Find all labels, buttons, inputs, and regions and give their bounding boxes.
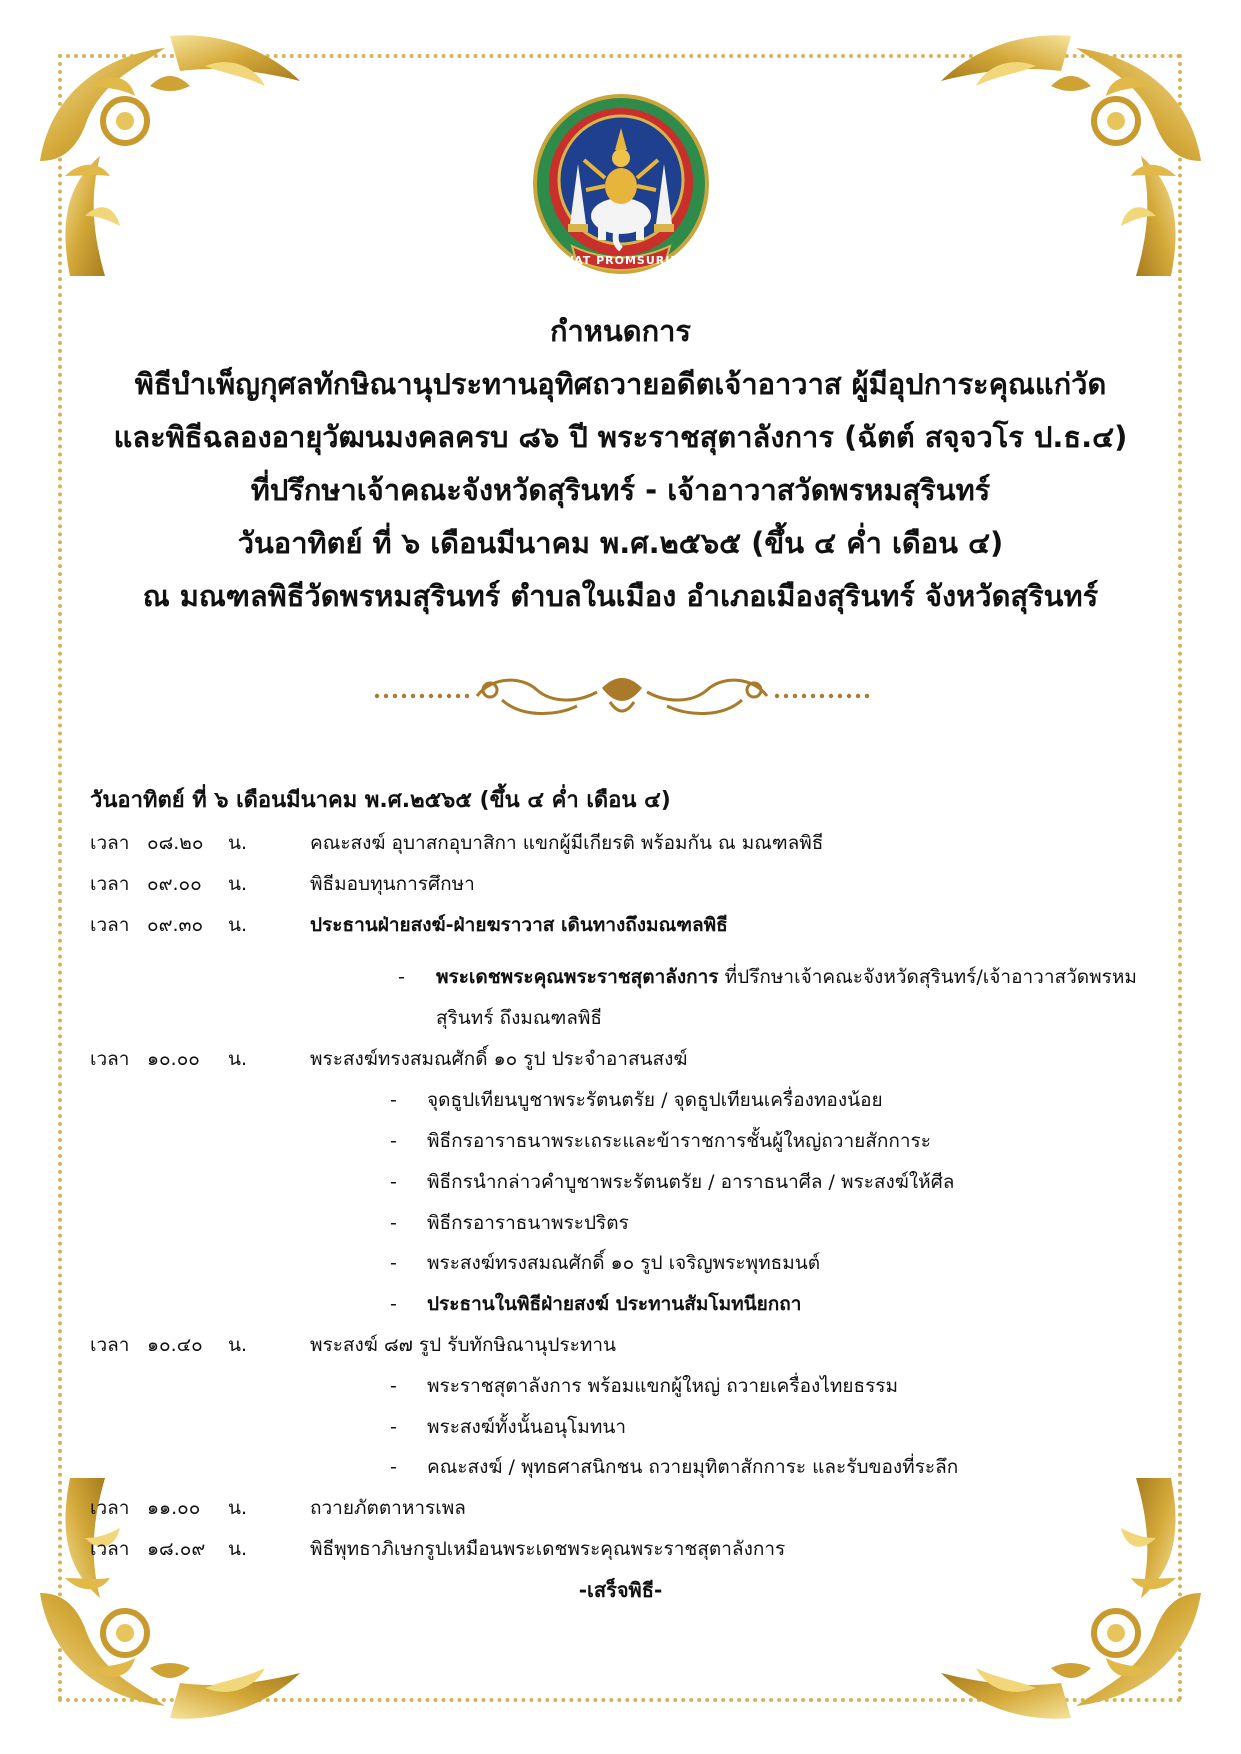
time-value: ๑๑.๐๐ (147, 1497, 201, 1520)
subitem-text: พระราชสุตาลังการ พร้อมแขกผู้ใหญ่ ถวายเครื่องไทยธรรม (427, 1374, 899, 1397)
time-unit: น. (228, 872, 248, 895)
schedule-subitem (90, 1407, 1170, 1448)
header-block (80, 305, 1161, 623)
bullet-dash: - (390, 1374, 397, 1397)
time-label: เวลา (90, 1048, 130, 1071)
schedule-subitem (90, 1203, 1170, 1244)
schedule-subitem (90, 1243, 1170, 1284)
svg-text:WAT PROMSURIN: WAT PROMSURIN (561, 254, 681, 267)
time-value: ๑๘.๐๙ (147, 1537, 206, 1560)
subitem-text (436, 957, 1146, 1039)
temple-emblem-icon (532, 94, 710, 280)
schedule-row (90, 1039, 1170, 1080)
activity-text: พระสงฆ์ ๘๗ รูป รับทักษิณานุประทาน (310, 1333, 616, 1356)
closing-text: -เสร็จพิธี- (578, 1578, 663, 1602)
time-value: ๑๐.๔๐ (147, 1333, 203, 1356)
honoree-detail: ที่ปรึกษาเจ้าคณะจังหวัดสุรินทร์/เจ้าอาวาสวัดพรหมสุรินทร์ ถึงมณฑลพิธี (436, 966, 1137, 1030)
subitem-text: พิธีกรอาราธนาพระเถระและข้าราชการชั้นผู้ใหญ่ถวายสักการะ (427, 1129, 931, 1152)
bullet-dash: - (390, 1293, 397, 1316)
time-label: เวลา (90, 1333, 130, 1356)
subitem-text: พระสงฆ์ทั้งนั้นอนุโมทนา (427, 1415, 626, 1438)
schedule-row (90, 864, 1170, 905)
time-unit: น. (228, 1333, 248, 1356)
time-label: เวลา (90, 872, 130, 895)
bullet-dash: - (390, 1089, 397, 1112)
schedule-subitem (90, 1366, 1170, 1407)
bullet-dash: - (390, 1129, 397, 1152)
schedule-subitem (90, 1080, 1170, 1121)
activity-text: คณะสงฆ์ อุบาสกอุบาสิกา แขกผู้มีเกียรติ พร้อมกัน ณ มณฑลพิธี (310, 832, 824, 854)
activity-text: ประธานฝ่ายสงฆ์-ฝ่ายฆราวาส เดินทางถึงมณฑลพิธี (310, 913, 728, 936)
time-unit: น. (228, 1497, 248, 1520)
subitem-text: พิธีกรนำกล่าวคำบูชาพระรัตนตรัย / อาราธนาศีล / พระสงฆ์ให้ศีล (427, 1170, 955, 1193)
time-value: ๐๘.๒๐ (147, 832, 204, 854)
schedule-row (90, 905, 1170, 946)
event-date: วันอาทิตย์ ที่ ๖ เดือนมีนาคม พ.ศ.๒๕๖๕ (ขึ้น ๔ ค่ำ เดือน ๔) (237, 526, 1004, 560)
time-value: ๑๐.๐๐ (147, 1048, 200, 1071)
activity-text: พระสงฆ์ทรงสมณศักดิ์ ๑๐ รูป ประจำอาสนสงฆ์ (310, 1048, 688, 1071)
ceremony-subtitle: และพิธีฉลองอายุวัฒนมงคลครบ ๘๖ ปี พระราชสุตาลังการ (ฉัตต์ สจฺจวโร ป.ธ.๔) (113, 420, 1128, 454)
schedule-row (90, 823, 1170, 864)
schedule (90, 778, 1170, 1570)
time-label: เวลา (90, 1497, 130, 1520)
schedule-row (90, 1325, 1170, 1366)
schedule-row (90, 1529, 1170, 1570)
schedule-subitem (90, 1284, 1170, 1325)
time-unit: น. (228, 1537, 248, 1560)
bullet-dash: - (390, 1170, 397, 1193)
page-title: กำหนดการ (549, 314, 692, 348)
bullet-dash: - (390, 1211, 397, 1234)
subitem-text: คณะสงฆ์ / พุทธศาสนิกชน ถวายมุทิตาสักการะ และรับของที่ระลึก (427, 1456, 959, 1479)
bullet-dash: - (390, 1415, 397, 1438)
time-value: ๐๙.๓๐ (147, 913, 204, 936)
honoree-position: ที่ปรึกษาเจ้าคณะจังหวัดสุรินทร์ - เจ้าอาวาสวัดพรหมสุรินทร์ (250, 473, 991, 507)
time-label: เวลา (90, 832, 130, 854)
activity-text: พิธีพุทธาภิเษกรูปเหมือนพระเดชพระคุณพระราชสุตาลังการ (310, 1537, 786, 1560)
time-value: ๐๙.๐๐ (147, 872, 202, 895)
subitem-text: พิธีกรอาราธนาพระปริตร (427, 1211, 629, 1234)
subitem-text: ประธานในพิธีฝ่ายสงฆ์ ประทานสัมโมทนียกถา (427, 1293, 802, 1316)
time-unit: น. (228, 1048, 248, 1071)
schedule-subitem (90, 1447, 1170, 1488)
schedule-subitem (90, 957, 1170, 1039)
activity-text: ถวายภัตตาหารเพล (310, 1497, 466, 1520)
bullet-dash: - (390, 1456, 397, 1479)
time-unit: น. (228, 832, 248, 854)
honoree-name: พระเดชพระคุณพระราชสุตาลังการ (436, 966, 719, 989)
time-label: เวลา (90, 1537, 130, 1560)
ceremony-title: พิธีบำเพ็ญกุศลทักษิณานุประทานอุทิศถวายอดีตเจ้าอาวาส ผู้มีอุปการะคุณแก่วัด (134, 367, 1107, 401)
schedule-subitem (90, 1162, 1170, 1203)
divider-ornament-icon (372, 668, 872, 724)
event-location: ณ มณฑลพิธีวัดพรหมสุรินทร์ ตำบลในเมือง อำเภอเมืองสุรินทร์ จังหวัดสุรินทร์ (142, 579, 1099, 613)
subitem-text: จุดธูปเทียนบูชาพระรัตนตรัย / จุดธูปเทียนเครื่องทองน้อย (427, 1089, 883, 1112)
schedule-subitem (90, 1121, 1170, 1162)
time-unit: น. (228, 913, 248, 936)
bullet-dash: - (398, 966, 405, 989)
subitem-text: พระสงฆ์ทรงสมณศักดิ์ ๑๐ รูป เจริญพระพุทธมนต์ (427, 1252, 821, 1275)
schedule-day-heading: วันอาทิตย์ ที่ ๖ เดือนมีนาคม พ.ศ.๒๕๖๕ (ขึ้น ๔ ค่ำ เดือน ๔) (90, 788, 671, 813)
schedule-row (90, 1488, 1170, 1529)
time-label: เวลา (90, 913, 130, 936)
corner-ornament-icon (931, 26, 1211, 286)
activity-text: พิธีมอบทุนการศึกษา (310, 872, 475, 895)
corner-ornament-icon (30, 26, 310, 286)
bullet-dash: - (390, 1252, 397, 1275)
